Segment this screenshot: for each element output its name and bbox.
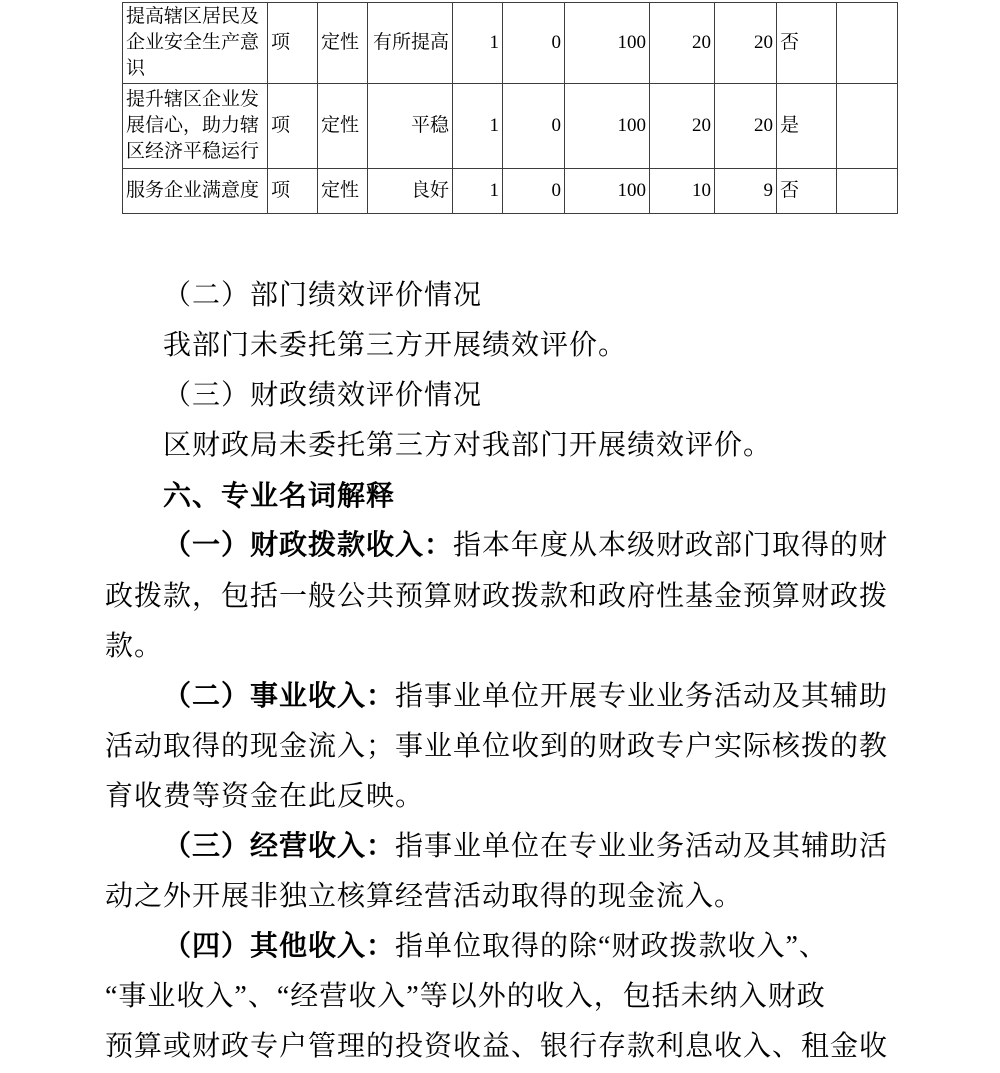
text-segment: “事业收入”、“经营收入”等以外的收入，包括未纳入财政	[105, 981, 826, 1013]
bold-term: （四）其他收入：	[163, 931, 396, 963]
table-cell: 否	[777, 169, 837, 214]
table-cell: 1	[453, 3, 503, 84]
table-cell: 是	[777, 84, 837, 169]
table-cell: 20	[650, 84, 715, 169]
table-cell: 1	[453, 169, 503, 214]
text-segment: 指单位取得的除“财政拨款收入”、	[395, 931, 828, 963]
text-line	[105, 572, 895, 622]
text-segment: 指事业单位开展专业业务活动及其辅助	[395, 680, 889, 712]
table-cell: 20	[715, 84, 777, 169]
table-cell	[837, 169, 898, 214]
table-cell: 20	[715, 3, 777, 84]
text-segment: 育收费等资金在此反映。	[105, 780, 425, 812]
text-segment: 指事业单位在专业业务活动及其辅助活	[395, 831, 889, 863]
text-segment: 动之外开展非独立核算经营活动取得的现金流入。	[105, 881, 744, 913]
table-cell: 项	[268, 84, 318, 169]
bold-term: 六、专业名词解释	[163, 480, 396, 512]
table-cell: 定性	[318, 169, 368, 214]
table-row	[123, 84, 898, 169]
table-cell	[837, 84, 898, 169]
section-heading-line	[105, 471, 895, 521]
table-cell: 100	[565, 84, 650, 169]
bold-term: （二）事业收入：	[163, 680, 396, 712]
text-segment: 款。	[105, 630, 164, 662]
table-cell: 服务企业满意度	[123, 169, 268, 214]
table-cell: 100	[565, 3, 650, 84]
text-segment: 区财政局未委托第三方对我部门开展绩效评价。	[163, 430, 773, 462]
bold-term: （三）经营收入：	[163, 831, 396, 863]
text-line	[105, 772, 895, 822]
text-line	[105, 972, 895, 1022]
table-cell: 有所提高	[368, 3, 453, 84]
table-cell: 10	[650, 169, 715, 214]
text-line	[105, 822, 895, 872]
text-line	[105, 421, 895, 471]
table-row	[123, 169, 898, 214]
table-cell: 项	[268, 169, 318, 214]
table-cell: 1	[453, 84, 503, 169]
text-segment: 指本年度从本级财政部门取得的财	[453, 530, 889, 562]
text-line	[105, 1022, 895, 1072]
text-segment: 预算或财政专户管理的投资收益、银行存款利息收入、租金收	[105, 1031, 889, 1063]
table-cell: 100	[565, 169, 650, 214]
indicator-table	[122, 2, 898, 214]
table-cell: 20	[650, 3, 715, 84]
table-row	[123, 3, 898, 84]
table-cell: 0	[503, 169, 565, 214]
table-cell: 0	[503, 3, 565, 84]
text-segment: 我部门未委托第三方开展绩效评价。	[163, 330, 628, 362]
table-cell: 提升辖区企业发展信心，助力辖区经济平稳运行	[123, 84, 268, 169]
indicator-table-body	[123, 3, 898, 214]
bold-term: （一）财政拨款收入：	[163, 530, 454, 562]
table-cell: 定性	[318, 3, 368, 84]
table-cell: 定性	[318, 84, 368, 169]
text-segment: （三）财政绩效评价情况	[163, 380, 483, 412]
table-cell: 提高辖区居民及企业安全生产意识	[123, 3, 268, 84]
table-cell: 项	[268, 3, 318, 84]
text-line	[105, 622, 895, 672]
text-segment: 政拨款，包括一般公共预算财政拨款和政府性基金预算财政拨	[105, 580, 889, 612]
table-cell	[837, 3, 898, 84]
table-cell: 良好	[368, 169, 453, 214]
text-line	[105, 371, 895, 421]
text-line	[105, 872, 895, 922]
table-cell: 0	[503, 84, 565, 169]
text-line	[105, 321, 895, 371]
table-cell: 否	[777, 3, 837, 84]
table-cell: 9	[715, 169, 777, 214]
text-line	[105, 521, 895, 571]
table-cell: 平稳	[368, 84, 453, 169]
text-line	[105, 922, 895, 972]
text-segment: （二）部门绩效评价情况	[163, 280, 483, 311]
text-block	[105, 271, 895, 1073]
text-line	[105, 672, 895, 722]
text-line	[105, 722, 895, 772]
text-line	[105, 271, 895, 321]
text-segment: 活动取得的现金流入；事业单位收到的财政专户实际核拨的教	[105, 730, 889, 762]
